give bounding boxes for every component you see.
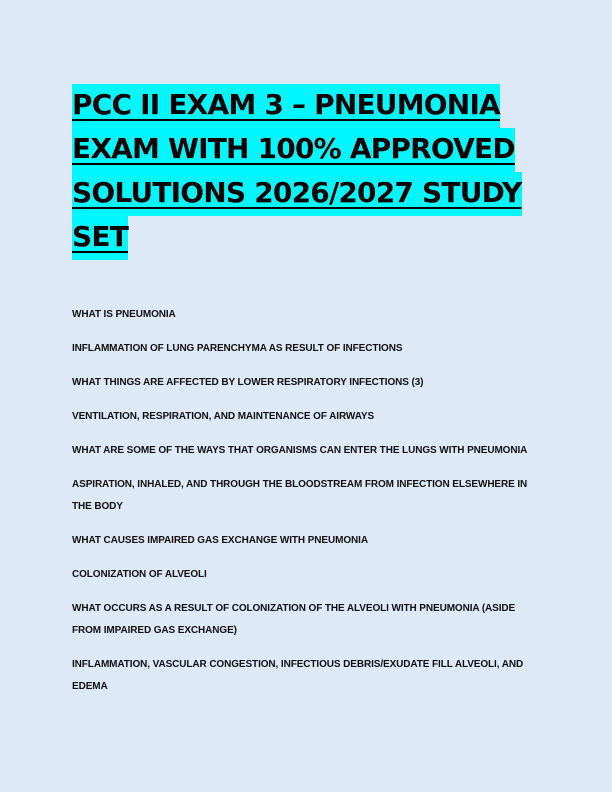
question-3: WHAT ARE SOME OF THE WAYS THAT ORGANISMS CAN ENTER THE LUNGS WITH PNEUMONIA xyxy=(72,445,528,456)
question-1: WHAT IS PNEUMONIA xyxy=(72,309,176,320)
answer-3: ASPIRATION, INHALED, AND THROUGH THE BLOODSTREAM FROM INFECTION ELSEWHERE IN THE BODY xyxy=(72,479,528,512)
question-4: WHAT CAUSES IMPAIRED GAS EXCHANGE WITH PNEUMONIA xyxy=(72,535,368,546)
title-line-3: SOLUTIONS 2026/2027 STUDY xyxy=(72,172,522,216)
question-2: WHAT THINGS ARE AFFECTED BY LOWER RESPIRATORY INFECTIONS (3) xyxy=(72,377,424,388)
question-answer-list xyxy=(72,304,542,710)
answer-1: INFLAMMATION OF LUNG PARENCHYMA AS RESULT OF INFECTIONS xyxy=(72,343,403,354)
answer-4: COLONIZATION OF ALVEOLI xyxy=(72,569,207,580)
answer-2: VENTILATION, RESPIRATION, AND MAINTENANCE OF AIRWAYS xyxy=(72,411,375,422)
title-line-2: EXAM WITH 100% APPROVED xyxy=(72,128,515,172)
title-line-1: PCC II EXAM 3 – PNEUMONIA xyxy=(72,84,500,128)
answer-5: INFLAMMATION, VASCULAR CONGESTION, INFECTIOUS DEBRIS/EXUDATE FILL ALVEOLI, AND EDEMA xyxy=(72,659,524,692)
title-line-4: SET xyxy=(72,216,128,260)
question-5: WHAT OCCURS AS A RESULT OF COLONIZATION OF THE ALVEOLI WITH PNEUMONIA (ASIDE FROM IMPAIRED GAS EXCHANGE) xyxy=(72,603,516,636)
document-title xyxy=(72,84,542,260)
